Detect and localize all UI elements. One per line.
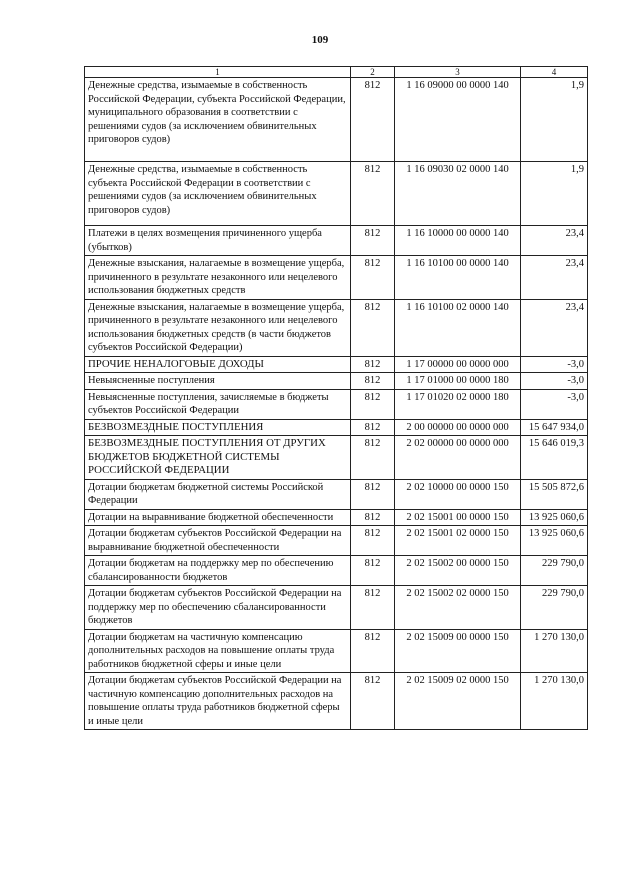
row-amount: 23,4 (521, 226, 588, 256)
row-budget-code: 1 16 09000 00 0000 140 (395, 78, 521, 162)
row-admin-code: 812 (351, 356, 395, 373)
row-budget-code: 2 02 15001 02 0000 150 (395, 526, 521, 556)
row-amount: -3,0 (521, 356, 588, 373)
row-admin-code: 812 (351, 479, 395, 509)
row-amount: -3,0 (521, 389, 588, 419)
row-admin-code: 812 (351, 586, 395, 630)
row-amount: 13 925 060,6 (521, 509, 588, 526)
row-name: Дотации на выравнивание бюджетной обеспеченности (85, 509, 351, 526)
row-amount: 15 646 019,3 (521, 436, 588, 480)
row-budget-code: 2 02 10000 00 0000 150 (395, 479, 521, 509)
row-admin-code: 812 (351, 299, 395, 356)
row-admin-code: 812 (351, 629, 395, 673)
row-amount: 1 270 130,0 (521, 673, 588, 730)
row-name: Дотации бюджетам на частичную компенсацию дополнительных расходов на повышение оплаты труда работников бюджетной сферы и иные цели (85, 629, 351, 673)
row-name: Дотации бюджетам на поддержку мер по обеспечению сбалансированности бюджетов (85, 556, 351, 586)
budget-revenue-table (84, 66, 588, 730)
row-budget-code: 1 17 00000 00 0000 000 (395, 356, 521, 373)
table-row (85, 419, 588, 436)
row-budget-code: 1 17 01020 02 0000 180 (395, 389, 521, 419)
table-row (85, 226, 588, 256)
row-admin-code: 812 (351, 256, 395, 300)
table-row (85, 256, 588, 300)
row-name: Денежные взыскания, налагаемые в возмещение ущерба, причиненного в результате незаконного или нецелевого использования бюджетных средств (в части бюджетов субъектов Российской Федерации) (85, 299, 351, 356)
row-name: Невыясненные поступления (85, 373, 351, 390)
row-budget-code: 2 02 15002 00 0000 150 (395, 556, 521, 586)
table-row (85, 556, 588, 586)
row-amount: 23,4 (521, 299, 588, 356)
row-amount: 1,9 (521, 162, 588, 226)
header-col-3: 3 (395, 67, 521, 78)
row-budget-code: 1 16 09030 02 0000 140 (395, 162, 521, 226)
row-admin-code: 812 (351, 226, 395, 256)
row-name: Дотации бюджетам субъектов Российской Федерации на выравнивание бюджетной обеспеченности (85, 526, 351, 556)
row-name: Дотации бюджетам субъектов Российской Федерации на поддержку мер по обеспечению сбалансированности бюджетов (85, 586, 351, 630)
row-amount: 1 270 130,0 (521, 629, 588, 673)
row-amount: 13 925 060,6 (521, 526, 588, 556)
row-budget-code: 2 02 15009 02 0000 150 (395, 673, 521, 730)
row-admin-code: 812 (351, 373, 395, 390)
header-col-4: 4 (521, 67, 588, 78)
header-col-2: 2 (351, 67, 395, 78)
table-row (85, 526, 588, 556)
row-budget-code: 2 02 00000 00 0000 000 (395, 436, 521, 480)
row-name: Денежные средства, изымаемые в собственность Российской Федерации, субъекта Российской Федерации, муниципального образования в соответствии с решениями судов (за исключением обвинительных приговоров судов) (85, 78, 351, 162)
row-name: БЕЗВОЗМЕЗДНЫЕ ПОСТУПЛЕНИЯ ОТ ДРУГИХ БЮДЖЕТОВ БЮДЖЕТНОЙ СИСТЕМЫ РОССИЙСКОЙ ФЕДЕРАЦИИ (85, 436, 351, 480)
table-row (85, 389, 588, 419)
table-row (85, 479, 588, 509)
row-name: Денежные взыскания, налагаемые в возмещение ущерба, причиненного в результате незаконного или нецелевого использования бюджетных средств (85, 256, 351, 300)
row-name: ПРОЧИЕ НЕНАЛОГОВЫЕ ДОХОДЫ (85, 356, 351, 373)
row-amount: 15 505 872,6 (521, 479, 588, 509)
table-row (85, 673, 588, 730)
row-budget-code: 1 16 10100 02 0000 140 (395, 299, 521, 356)
row-amount: 229 790,0 (521, 556, 588, 586)
row-budget-code: 2 02 15009 00 0000 150 (395, 629, 521, 673)
row-admin-code: 812 (351, 436, 395, 480)
row-admin-code: 812 (351, 78, 395, 162)
row-name: Платежи в целях возмещения причиненного ущерба (убытков) (85, 226, 351, 256)
row-admin-code: 812 (351, 556, 395, 586)
table-row (85, 509, 588, 526)
table-row (85, 629, 588, 673)
table-row (85, 299, 588, 356)
table-row (85, 78, 588, 162)
row-amount: -3,0 (521, 373, 588, 390)
row-amount: 23,4 (521, 256, 588, 300)
row-budget-code: 2 00 00000 00 0000 000 (395, 419, 521, 436)
table-row (85, 162, 588, 226)
row-admin-code: 812 (351, 673, 395, 730)
row-budget-code: 2 02 15002 02 0000 150 (395, 586, 521, 630)
row-admin-code: 812 (351, 526, 395, 556)
row-budget-code: 1 17 01000 00 0000 180 (395, 373, 521, 390)
header-col-1: 1 (85, 67, 351, 78)
row-budget-code: 2 02 15001 00 0000 150 (395, 509, 521, 526)
row-name: БЕЗВОЗМЕЗДНЫЕ ПОСТУПЛЕНИЯ (85, 419, 351, 436)
table-row (85, 373, 588, 390)
row-name: Денежные средства, изымаемые в собственность субъекта Российской Федерации в соответствии с решениями судов (за исключением обвинительных приговоров судов) (85, 162, 351, 226)
row-amount: 1,9 (521, 78, 588, 162)
table-row (85, 356, 588, 373)
row-amount: 15 647 934,0 (521, 419, 588, 436)
row-admin-code: 812 (351, 389, 395, 419)
row-name: Дотации бюджетам субъектов Российской Федерации на частичную компенсацию дополнительных расходов на повышение оплаты труда работников бюджетной сферы и иные цели (85, 673, 351, 730)
table-row (85, 586, 588, 630)
row-name: Невыясненные поступления, зачисляемые в бюджеты субъектов Российской Федерации (85, 389, 351, 419)
row-admin-code: 812 (351, 509, 395, 526)
row-admin-code: 812 (351, 419, 395, 436)
page-number: 109 (311, 34, 329, 46)
table-header-row (85, 67, 588, 78)
row-admin-code: 812 (351, 162, 395, 226)
row-budget-code: 1 16 10000 00 0000 140 (395, 226, 521, 256)
row-budget-code: 1 16 10100 00 0000 140 (395, 256, 521, 300)
table-row (85, 436, 588, 480)
row-amount: 229 790,0 (521, 586, 588, 630)
row-name: Дотации бюджетам бюджетной системы Российской Федерации (85, 479, 351, 509)
